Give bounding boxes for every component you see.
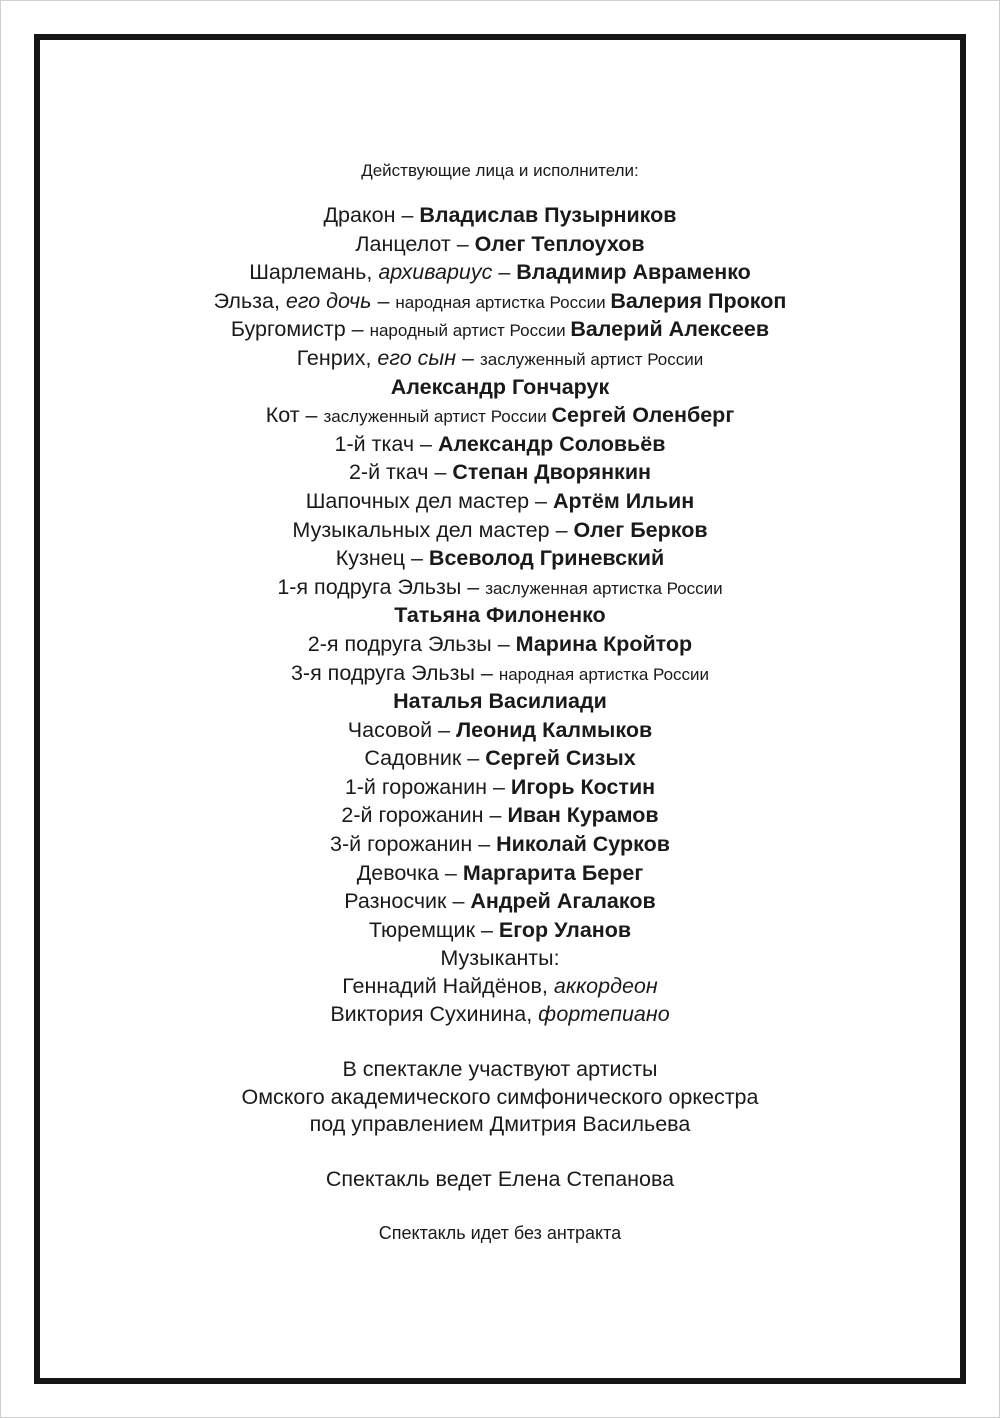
musician-line [40, 1001, 960, 1029]
cast-role: Девочка [356, 860, 439, 885]
cast-role: Генрих, [296, 345, 378, 370]
cast-separator: – [529, 488, 553, 513]
cast-actor-title: народная артистка России [498, 664, 710, 684]
cast-role-desc: архивариус [378, 260, 493, 285]
cast-actor: Андрей Агалаков [470, 889, 656, 914]
cast-role: Садовник [364, 746, 462, 771]
cast-list [40, 202, 960, 945]
cast-role-desc: его сын [377, 345, 457, 370]
cast-role: Ланцелот [355, 231, 451, 256]
cast-separator: – [474, 917, 499, 942]
cast-line [40, 602, 960, 631]
cast-line [40, 488, 960, 517]
cast-actor-title: заслуженный артист России [323, 407, 552, 427]
cast-line [40, 774, 960, 803]
cast-separator: – [450, 231, 475, 256]
cast-actor: Маргарита Берег [462, 860, 644, 885]
participation-line: В спектакле участвуют артисты [342, 1057, 658, 1082]
musician-instrument: аккордеон [553, 974, 658, 999]
cast-role-desc: его дочь [285, 288, 372, 313]
host-line: Спектакль ведет Елена Степанова [325, 1167, 675, 1191]
cast-heading: Действующие лица и исполнители: [361, 161, 639, 180]
cast-line [40, 917, 960, 946]
cast-separator: – [371, 288, 396, 313]
cast-line [40, 374, 960, 403]
cast-role: Кузнец [335, 546, 406, 571]
cast-role: Кот [265, 403, 300, 428]
cast-separator: – [345, 317, 370, 342]
cast-role: Шарлемань, [249, 260, 379, 285]
cast-line [40, 345, 960, 374]
cast-role: 2-я подруга Эльзы [307, 631, 492, 656]
cast-line [40, 459, 960, 488]
cast-role: Тюремщик [368, 917, 475, 942]
musicians-label: Музыканты: [440, 946, 560, 971]
cast-actor: Александр Соловьёв [437, 431, 666, 456]
cast-actor-title: народная артистка России [395, 292, 611, 312]
cast-role: 1-я подруга Эльзы [277, 574, 462, 599]
musician-instrument: фортепиано [538, 1001, 670, 1026]
cast-line [40, 888, 960, 917]
cast-separator: – [432, 717, 457, 742]
cast-role: Разносчик [344, 889, 447, 914]
cast-role: Музыкальных дел мастер [292, 517, 550, 542]
cast-role: 1-й ткач [334, 431, 415, 456]
cast-separator: – [491, 631, 516, 656]
cast-line [40, 517, 960, 546]
cast-separator: – [428, 460, 453, 485]
cast-line [40, 717, 960, 746]
cast-separator: – [492, 260, 517, 285]
cast-role: Бургомистр [230, 317, 346, 342]
cast-actor: Олег Теплоухов [474, 231, 645, 256]
cast-role: 3-я подруга Эльзы [290, 660, 475, 685]
cast-actor: Игорь Костин [510, 774, 656, 799]
cast-separator: – [461, 746, 486, 771]
cast-actor-title: народный артист России [369, 321, 571, 341]
cast-separator: – [438, 860, 463, 885]
participation-line: Омского академического симфонического оркестра [241, 1084, 759, 1109]
cast-actor: Всеволод Гриневский [428, 546, 665, 571]
cast-separator: – [395, 203, 420, 227]
participation-line: под управлением Дмитрия Васильева [309, 1112, 691, 1137]
cast-separator: – [483, 803, 508, 828]
cast-role: 3-й горожанин [330, 832, 473, 857]
cast-actor: Егор Уланов [498, 917, 632, 942]
musician-name: Виктория Сухинина, [330, 1001, 539, 1026]
cast-line [40, 745, 960, 774]
cast-role: Эльза, [213, 288, 286, 313]
cast-line [40, 631, 960, 660]
cast-actor: Николай Сурков [496, 832, 670, 857]
cast-separator: – [461, 574, 486, 599]
cast-role: 2-й горожанин [341, 803, 484, 828]
cast-line [40, 316, 960, 345]
cast-line [40, 202, 960, 231]
musician-name: Геннадий Найдёнов, [342, 974, 554, 999]
cast-role: Часовой [347, 717, 433, 742]
cast-separator: – [299, 403, 324, 428]
cast-actor-title: заслуженная артистка России [485, 578, 723, 598]
cast-actor: Александр Гончарук [390, 374, 610, 399]
cast-line [40, 288, 960, 317]
cast-line [40, 259, 960, 288]
cast-line [40, 688, 960, 717]
cast-actor: Артём Ильин [552, 488, 695, 513]
cast-line [40, 545, 960, 574]
cast-actor: Владислав Пузырников [419, 203, 677, 227]
cast-actor: Иван Курамов [507, 803, 659, 828]
cast-role: 1-й горожанин [344, 774, 488, 799]
cast-actor: Владимир Авраменко [516, 260, 751, 285]
musician-line [40, 973, 960, 1001]
cast-actor: Татьяна Филоненко [394, 603, 606, 628]
cast-separator: – [456, 345, 480, 370]
musicians-section [40, 945, 960, 1028]
cast-line [40, 660, 960, 689]
cast-separator: – [405, 546, 429, 571]
cast-actor: Степан Дворянкин [452, 460, 652, 485]
cast-separator: – [487, 774, 511, 799]
cast-line [40, 802, 960, 831]
program-content [40, 160, 960, 1245]
cast-actor: Марина Кройтор [515, 631, 693, 656]
cast-role: Шапочных дел мастер [305, 488, 530, 513]
cast-line [40, 431, 960, 460]
cast-separator: – [472, 832, 497, 857]
cast-actor: Олег Берков [573, 517, 708, 542]
orchestra-participation [40, 1056, 960, 1139]
cast-separator: – [549, 517, 574, 542]
cast-actor: Валерия Прокоп [610, 288, 787, 313]
intermission-note: Спектакль идет без антракта [378, 1222, 622, 1243]
cast-line [40, 831, 960, 860]
cast-separator: – [446, 889, 471, 914]
cast-actor-title: заслуженный артист России [479, 349, 704, 369]
cast-separator: – [414, 431, 438, 456]
cast-separator: – [474, 660, 499, 685]
cast-line [40, 574, 960, 603]
cast-actor: Сергей Сизых [485, 746, 636, 771]
cast-line [40, 402, 960, 431]
cast-role: 2-й ткач [348, 460, 429, 485]
cast-role: Дракон [323, 203, 396, 227]
cast-line [40, 860, 960, 889]
cast-actor: Сергей Оленберг [551, 403, 735, 428]
cast-actor: Леонид Калмыков [456, 717, 653, 742]
cast-line [40, 231, 960, 260]
cast-actor: Валерий Алексеев [570, 317, 770, 342]
cast-actor: Наталья Василиади [393, 689, 607, 714]
